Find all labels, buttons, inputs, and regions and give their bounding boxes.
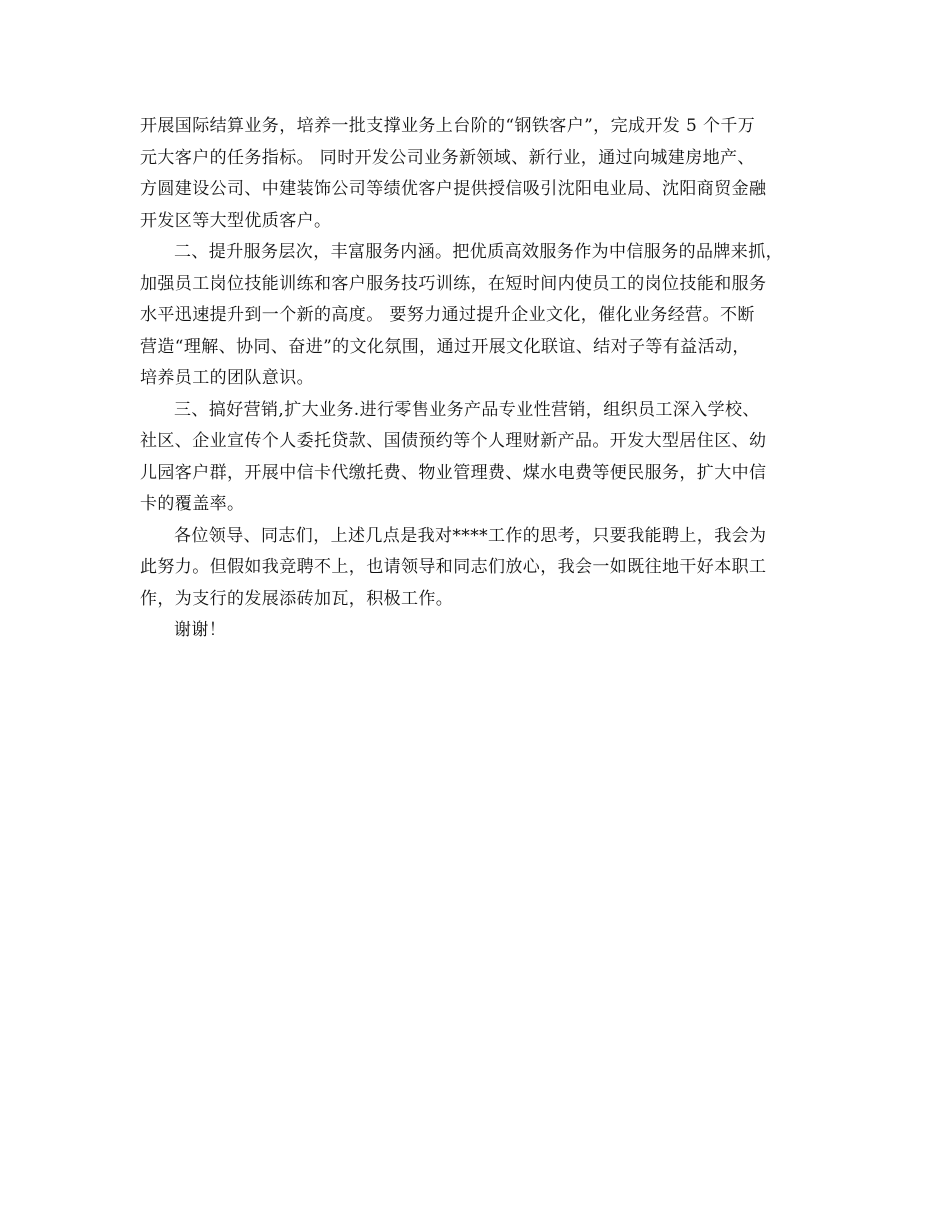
text-line: 营造“理解、协同、奋进”的文化氛围，通过开展文化联谊、结对子等有益活动，: [140, 336, 750, 357]
text-line: 水平迅速提升到一个新的高度。 要努力通过提升企业文化，催化业务经营。不断: [140, 305, 755, 325]
text-line: 方圆建设公司、中建装饰公司等绩优客户提供授信吸引沈阳电业局、沈阳商贸金融: [140, 179, 767, 199]
text-line: 培养员工的团队意识。: [140, 368, 314, 388]
paragraph-2-first-line: 二、提升服务层次，丰富服务内涵。把优质高效服务作为中信服务的品牌来抓，: [174, 242, 783, 262]
paragraph-4-first-line: 各位领导、同志们，上述几点是我对****工作的思考，只要我能聘上，我会为: [174, 525, 767, 546]
closing-thanks: 谢谢！: [174, 620, 227, 640]
text-line: 此努力。但假如我竞聘不上，也请领导和同志们放心，我会一如既往地干好本职工: [140, 557, 767, 577]
text-line: 作，为支行的发展添砖加瓦，积极工作。: [140, 588, 454, 609]
text-line: 开发区等大型优质客户。: [140, 210, 332, 231]
text-line: 卡的覆盖率。: [140, 494, 245, 514]
text-line: 元大客户的任务指标。 同时开发公司业务新领域、新行业，通过向城建房地产、: [140, 147, 755, 168]
text-line: 儿园客户群，开展中信卡代缴托费、物业管理费、煤水电费等便民服务，扩大中信: [140, 462, 767, 483]
document-body: [140, 111, 840, 647]
text-line: 开展国际结算业务，培养一批支撑业务上台阶的“钢铁客户”，完成开发 5 个千万: [140, 116, 756, 136]
text-line: 社区、企业宣传个人委托贷款、国债预约等个人理财新产品。开发大型居住区、幼: [140, 431, 767, 451]
paragraph-3-first-line: 三、搞好营销,扩大业务.进行零售业务产品专业性营销，组织员工深入学校、: [174, 399, 760, 420]
text-line: 加强员工岗位技能训练和客户服务技巧训练，在短时间内使员工的岗位技能和服务: [140, 273, 767, 294]
